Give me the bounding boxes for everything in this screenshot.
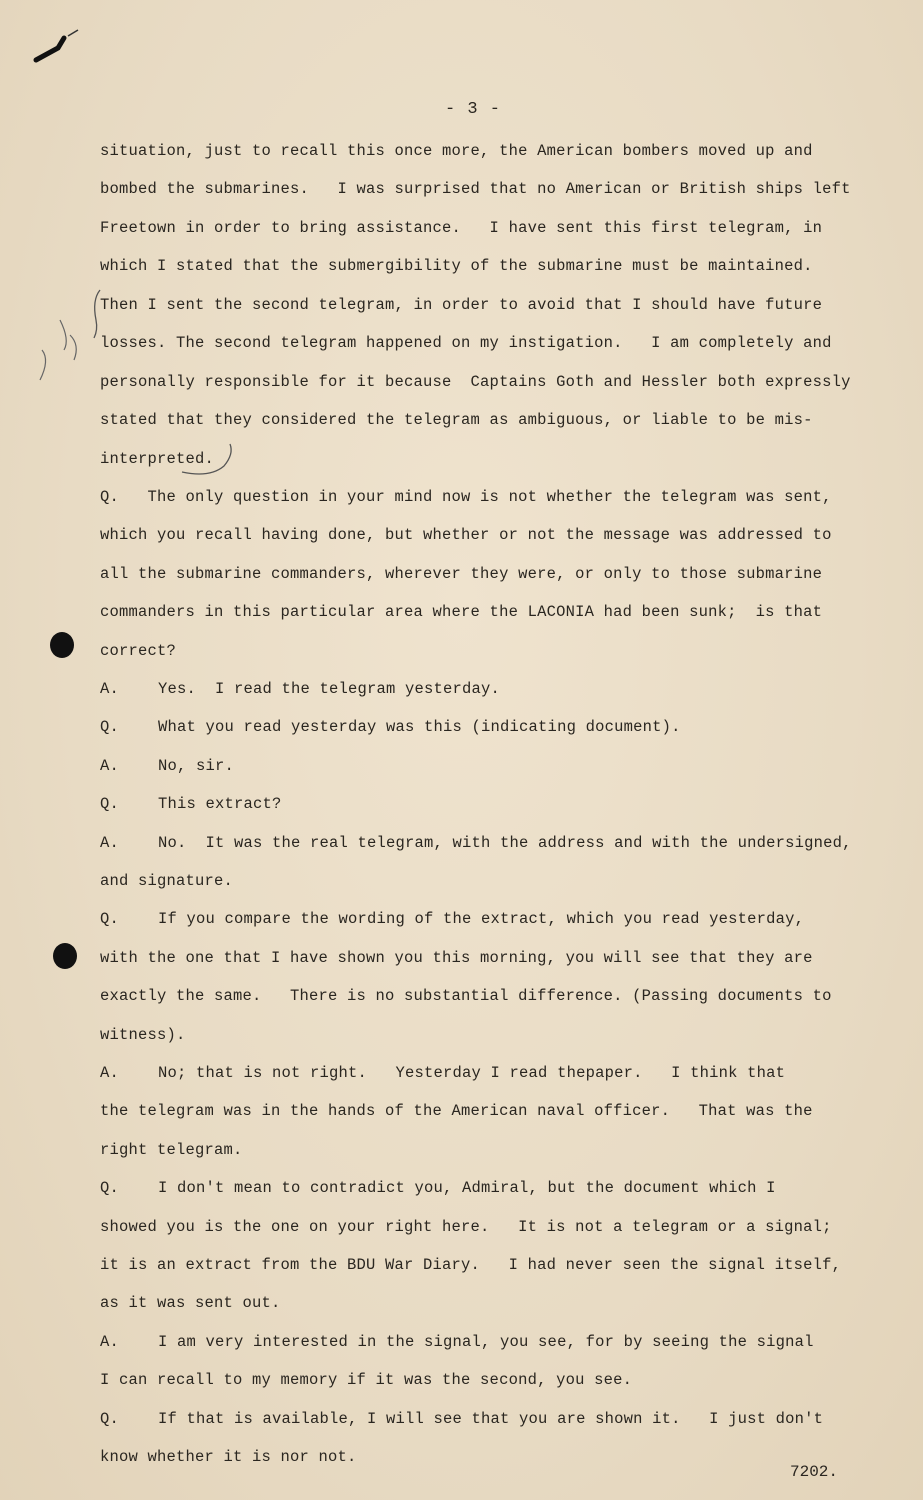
text-line: witness). bbox=[100, 1026, 186, 1044]
binder-hole bbox=[53, 943, 77, 969]
text-line: bombed the submarines. I was surprised that no American or British ships left bbox=[100, 180, 851, 198]
page-number: - 3 - bbox=[445, 100, 502, 119]
text-line: Q. If that is available, I will see that you are shown it. I just don't bbox=[100, 1410, 824, 1428]
text-line: and signature. bbox=[100, 872, 234, 890]
text-line: losses. The second telegram happened on my instigation. I am completely and bbox=[100, 334, 832, 352]
text-line: interpreted. bbox=[100, 450, 215, 468]
text-line: all the submarine commanders, wherever they were, or only to those submarine bbox=[100, 565, 823, 583]
text-line: Q. What you read yesterday was this (indicating document). bbox=[100, 718, 681, 736]
text-line: situation, just to recall this once more, the American bombers moved up and bbox=[100, 142, 813, 160]
text-line: showed you is the one on your right here. It is not a telegram or a signal; bbox=[100, 1218, 832, 1236]
pen-mark bbox=[30, 28, 90, 68]
text-line: A. No, sir. bbox=[100, 757, 235, 775]
text-line: as it was sent out. bbox=[100, 1294, 281, 1312]
text-line: know whether it is nor not. bbox=[100, 1448, 357, 1466]
text-line: A. I am very interested in the signal, you see, for by seeing the signal bbox=[100, 1333, 814, 1351]
text-line: A. No. It was the real telegram, with the address and with the undersigned, bbox=[100, 834, 852, 852]
text-line: stated that they considered the telegram as ambiguous, or liable to be mis- bbox=[100, 411, 813, 429]
text-line: A. Yes. I read the telegram yesterday. bbox=[100, 680, 501, 698]
binder-hole bbox=[50, 632, 74, 658]
text-line: Then I sent the second telegram, in order to avoid that I should have future bbox=[100, 296, 823, 314]
text-line: exactly the same. There is no substantial difference. (Passing documents to bbox=[100, 987, 832, 1005]
margin-annotation bbox=[30, 280, 110, 400]
text-line: right telegram. bbox=[100, 1141, 243, 1159]
text-line: A. No; that is not right. Yesterday I read thepaper. I think that bbox=[100, 1064, 786, 1082]
text-line: I can recall to my memory if it was the second, you see. bbox=[100, 1371, 633, 1389]
text-line: correct? bbox=[100, 642, 177, 660]
text-line: it is an extract from the BDU War Diary. I had never seen the signal itself, bbox=[100, 1256, 842, 1274]
text-line: Q. The only question in your mind now is not whether the telegram was sent, bbox=[100, 488, 832, 506]
document-code: 7202. bbox=[790, 1463, 839, 1481]
text-line: Freetown in order to bring assistance. I have sent this first telegram, in bbox=[100, 219, 823, 237]
text-line: commanders in this particular area where the LACONIA had been sunk; is that bbox=[100, 603, 823, 621]
text-line: with the one that I have shown you this morning, you will see that they are bbox=[100, 949, 813, 967]
text-line: which you recall having done, but whether or not the message was addressed to bbox=[100, 526, 832, 544]
text-line: the telegram was in the hands of the American naval officer. That was the bbox=[100, 1102, 813, 1120]
text-line: personally responsible for it because Captains Goth and Hessler both expressly bbox=[100, 373, 851, 391]
text-line: Q. I don't mean to contradict you, Admiral, but the document which I bbox=[100, 1179, 776, 1197]
text-line: Q. If you compare the wording of the extract, which you read yesterday, bbox=[100, 910, 805, 928]
text-line: which I stated that the submergibility of the submarine must be maintained. bbox=[100, 257, 813, 275]
text-line: Q. This extract? bbox=[100, 795, 282, 813]
